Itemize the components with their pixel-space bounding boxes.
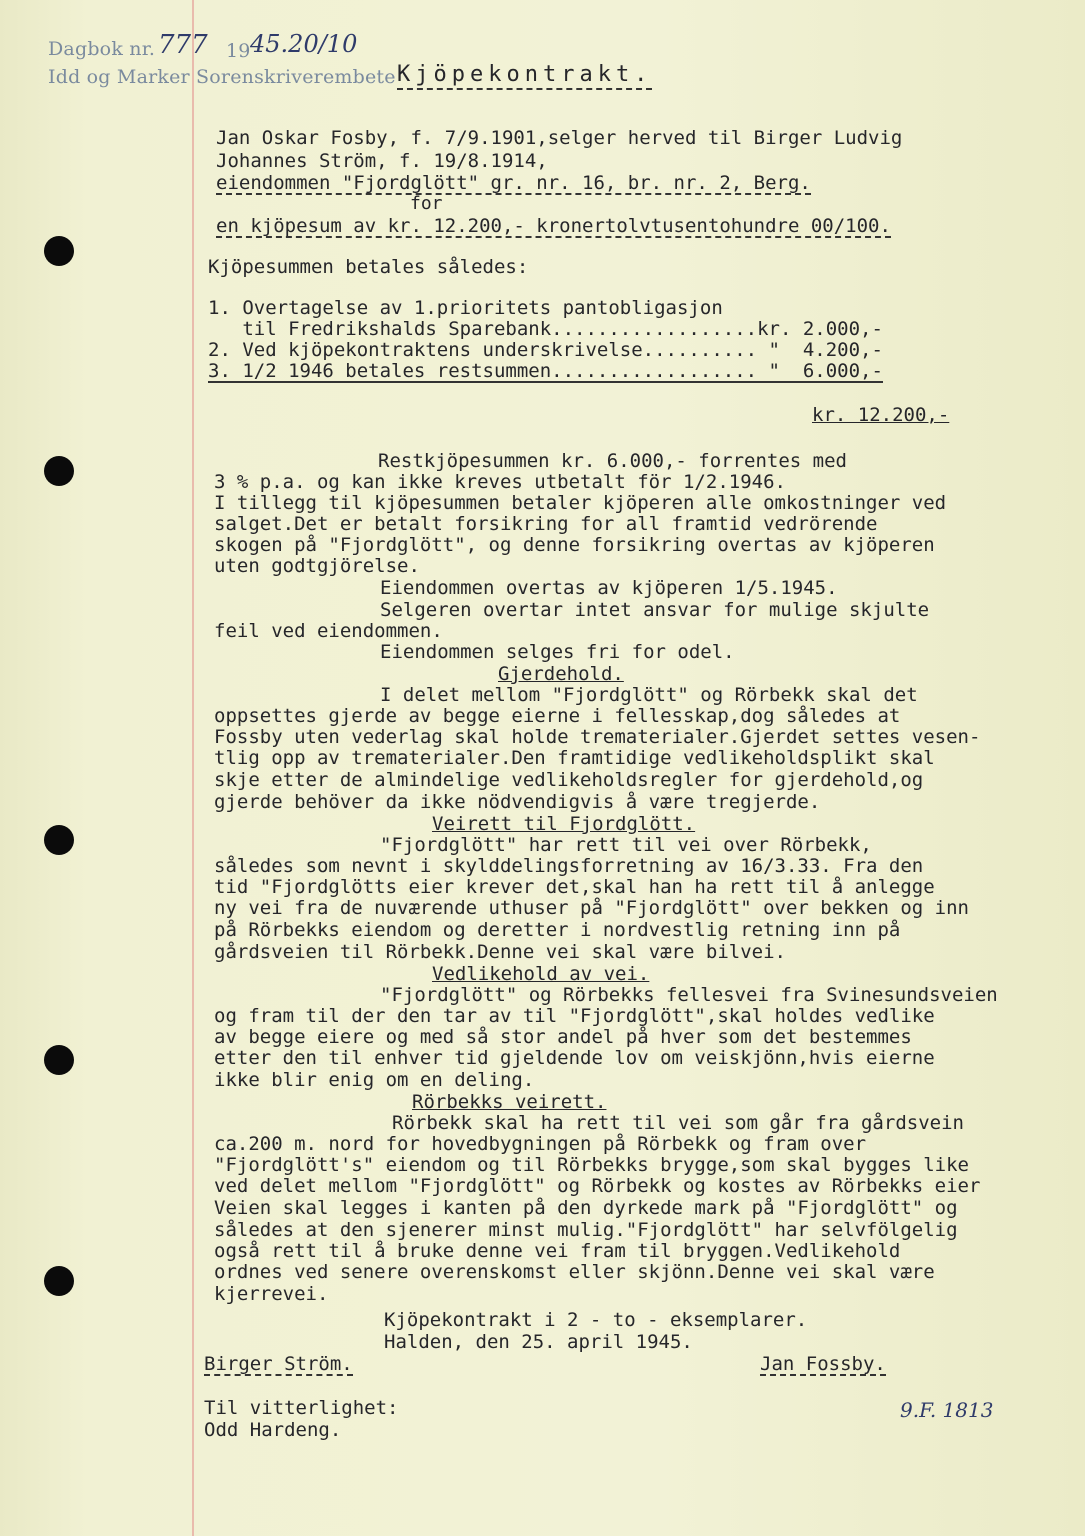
body-line: Rörbekk skal ha rett til vei som går fra gårdsvein bbox=[392, 1112, 964, 1134]
witness-label: Til vitterlighet: bbox=[204, 1397, 399, 1419]
intro-line: en kjöpesum av kr. 12.200,- kronertolvtusentohundre 00/100. bbox=[216, 215, 891, 237]
intro-line: for bbox=[410, 193, 443, 214]
body-line: tid "Fjordglötts eier krever det,skal han ha rett til å anlegge bbox=[214, 876, 935, 898]
closing-line: Kjöpekontrakt i 2 - to - eksemplarer. bbox=[384, 1309, 808, 1331]
body-line: tlig opp av trematerialer.Den framtidige vedlikeholdsplikt skal bbox=[214, 747, 935, 769]
body-line: således som nevnt i skylddelingsforretning av 16/3.33. Fra den bbox=[214, 855, 924, 877]
court-office-stamp: Idd og Marker Sorenskriverembete bbox=[48, 66, 396, 88]
intro-line: Johannes Ström, f. 19/8.1914, bbox=[216, 150, 548, 172]
body-line: "Fjordglött" har rett til vei over Rörbekk, bbox=[380, 834, 872, 856]
payment-total: kr. 12.200,- bbox=[812, 404, 950, 426]
body-line: ved delet mellom "Fjordglött" og Rörbekk og kostes av Rörbekks eier bbox=[214, 1175, 981, 1197]
body-line: etter den til enhver tid gjeldende lov om veiskjönn,hvis eierne bbox=[214, 1047, 935, 1069]
intro-line: eiendommen "Fjordglött" gr. nr. 16, br. nr. 2, Berg. bbox=[216, 172, 811, 194]
payment-item: 1. Overtagelse av 1.prioritets pantobligasjon bbox=[208, 297, 723, 319]
document-title: Kjöpekontrakt. bbox=[397, 62, 652, 90]
body-line: også rett til å bruke denne vei fram til bryggen.Vedlikehold bbox=[214, 1240, 901, 1262]
body-line: Restkjöpesummen kr. 6.000,- forrentes med bbox=[378, 450, 847, 472]
body-line: Eiendommen overtas av kjöperen 1/5.1945. bbox=[380, 577, 838, 599]
body-line: ordnes ved senere overenskomst eller skjönn.Denne vei skal være bbox=[214, 1261, 935, 1283]
registration-reference: 9.F. 1813 bbox=[900, 1398, 994, 1422]
body-line: således at den sjenerer minst mulig."Fjordglött" har selvfölgelig bbox=[214, 1219, 958, 1241]
dagbok-number: 777 bbox=[158, 30, 208, 60]
body-line: av begge eiere og med så stor andel på hver som det bestemmes bbox=[214, 1026, 912, 1048]
intro-line: Jan Oskar Fosby, f. 7/9.1901,selger herved til Birger Ludvig bbox=[216, 127, 903, 149]
body-line: og fram til der den tar av til "Fjordglött",skal holdes vedlike bbox=[214, 1005, 935, 1027]
body-line: ca.200 m. nord for hovedbygningen på Rörbekk og fram over bbox=[214, 1133, 867, 1155]
body-line: skje etter de almindelige vedlikeholdsregler for gjerdehold,og bbox=[214, 769, 924, 791]
body-line: "Fjordglött" og Rörbekks fellesvei fra Svinesundsveien bbox=[380, 984, 998, 1006]
body-line: på Rörbekks eiendom og deretter i nordvestlig retning inn på bbox=[214, 919, 901, 941]
body-line: ny vei fra de nuværende uthuser på "Fjordglött" over bekken og inn bbox=[214, 897, 969, 919]
punch-hole bbox=[44, 1266, 74, 1296]
body-line: I tillegg til kjöpesummen betaler kjöperen alle omkostninger ved bbox=[214, 492, 947, 514]
body-line: "Fjordglött's" eiendom og til Rörbekks brygge,som skal bygges like bbox=[214, 1154, 969, 1176]
margin-line bbox=[192, 0, 194, 1536]
payment-heading: Kjöpesummen betales således: bbox=[208, 256, 529, 278]
punch-hole bbox=[44, 456, 74, 486]
body-line: Veien skal legges i kanten på den dyrkede mark på "Fjordglött" og bbox=[214, 1197, 958, 1219]
payment-item: 2. Ved kjöpekontraktens underskrivelse.......... " 4.200,- bbox=[208, 339, 883, 361]
section-heading: Rörbekks veirett. bbox=[412, 1091, 607, 1113]
punch-hole bbox=[44, 825, 74, 855]
body-line: I delet mellom "Fjordglött" og Rörbekk skal det bbox=[380, 684, 918, 706]
punch-hole bbox=[44, 1045, 74, 1075]
seller-signature: Jan Fossby. bbox=[760, 1353, 886, 1375]
dagbok-stamp-label: Dagbok nr. bbox=[48, 38, 156, 60]
section-heading: Vedlikehold av vei. bbox=[432, 963, 650, 985]
body-line: skogen på "Fjordglött", og denne forsikring overtas av kjöperen bbox=[214, 534, 935, 556]
buyer-signature: Birger Ström. bbox=[204, 1353, 353, 1375]
section-heading: Veirett til Fjordglött. bbox=[432, 813, 696, 835]
body-line: uten godtgjörelse. bbox=[214, 555, 420, 577]
body-line: ikke blir enig om en deling. bbox=[214, 1069, 535, 1091]
body-line: oppsettes gjerde av begge eierne i fellesskap,dog således at bbox=[214, 705, 901, 727]
punch-hole bbox=[44, 236, 74, 266]
body-line: Selgeren overtar intet ansvar for mulige skjulte bbox=[380, 599, 930, 621]
body-line: kjerrevei. bbox=[214, 1283, 329, 1305]
body-line: feil ved eiendommen. bbox=[214, 620, 443, 642]
body-line: Fossby uten vederlag skal holde trematerialer.Gjerdet settes vesen- bbox=[214, 726, 981, 748]
closing-place-date: Halden, den 25. april 1945. bbox=[384, 1331, 693, 1353]
body-line: gjerde behöver da ikke nödvendigvis å være tregjerde. bbox=[214, 791, 821, 813]
dagbok-year-prefix: 19 bbox=[226, 40, 251, 62]
section-heading: Gjerdehold. bbox=[498, 663, 624, 685]
dagbok-date: 45.20/10 bbox=[250, 30, 358, 58]
payment-item: 3. 1/2 1946 betales restsummen.................. " 6.000,- bbox=[208, 360, 883, 382]
body-line: 3 % p.a. og kan ikke kreves utbetalt för 1/2.1946. bbox=[214, 471, 786, 493]
body-line: gårdsveien til Rörbekk.Denne vei skal være bilvei. bbox=[214, 941, 786, 963]
body-line: Eiendommen selges fri for odel. bbox=[380, 641, 735, 663]
payment-item: til Fredrikshalds Sparebank..................kr. 2.000,- bbox=[208, 318, 883, 340]
witness-name: Odd Hardeng. bbox=[204, 1419, 342, 1441]
body-line: salget.Det er betalt forsikring for all framtid vedrörende bbox=[214, 513, 878, 535]
